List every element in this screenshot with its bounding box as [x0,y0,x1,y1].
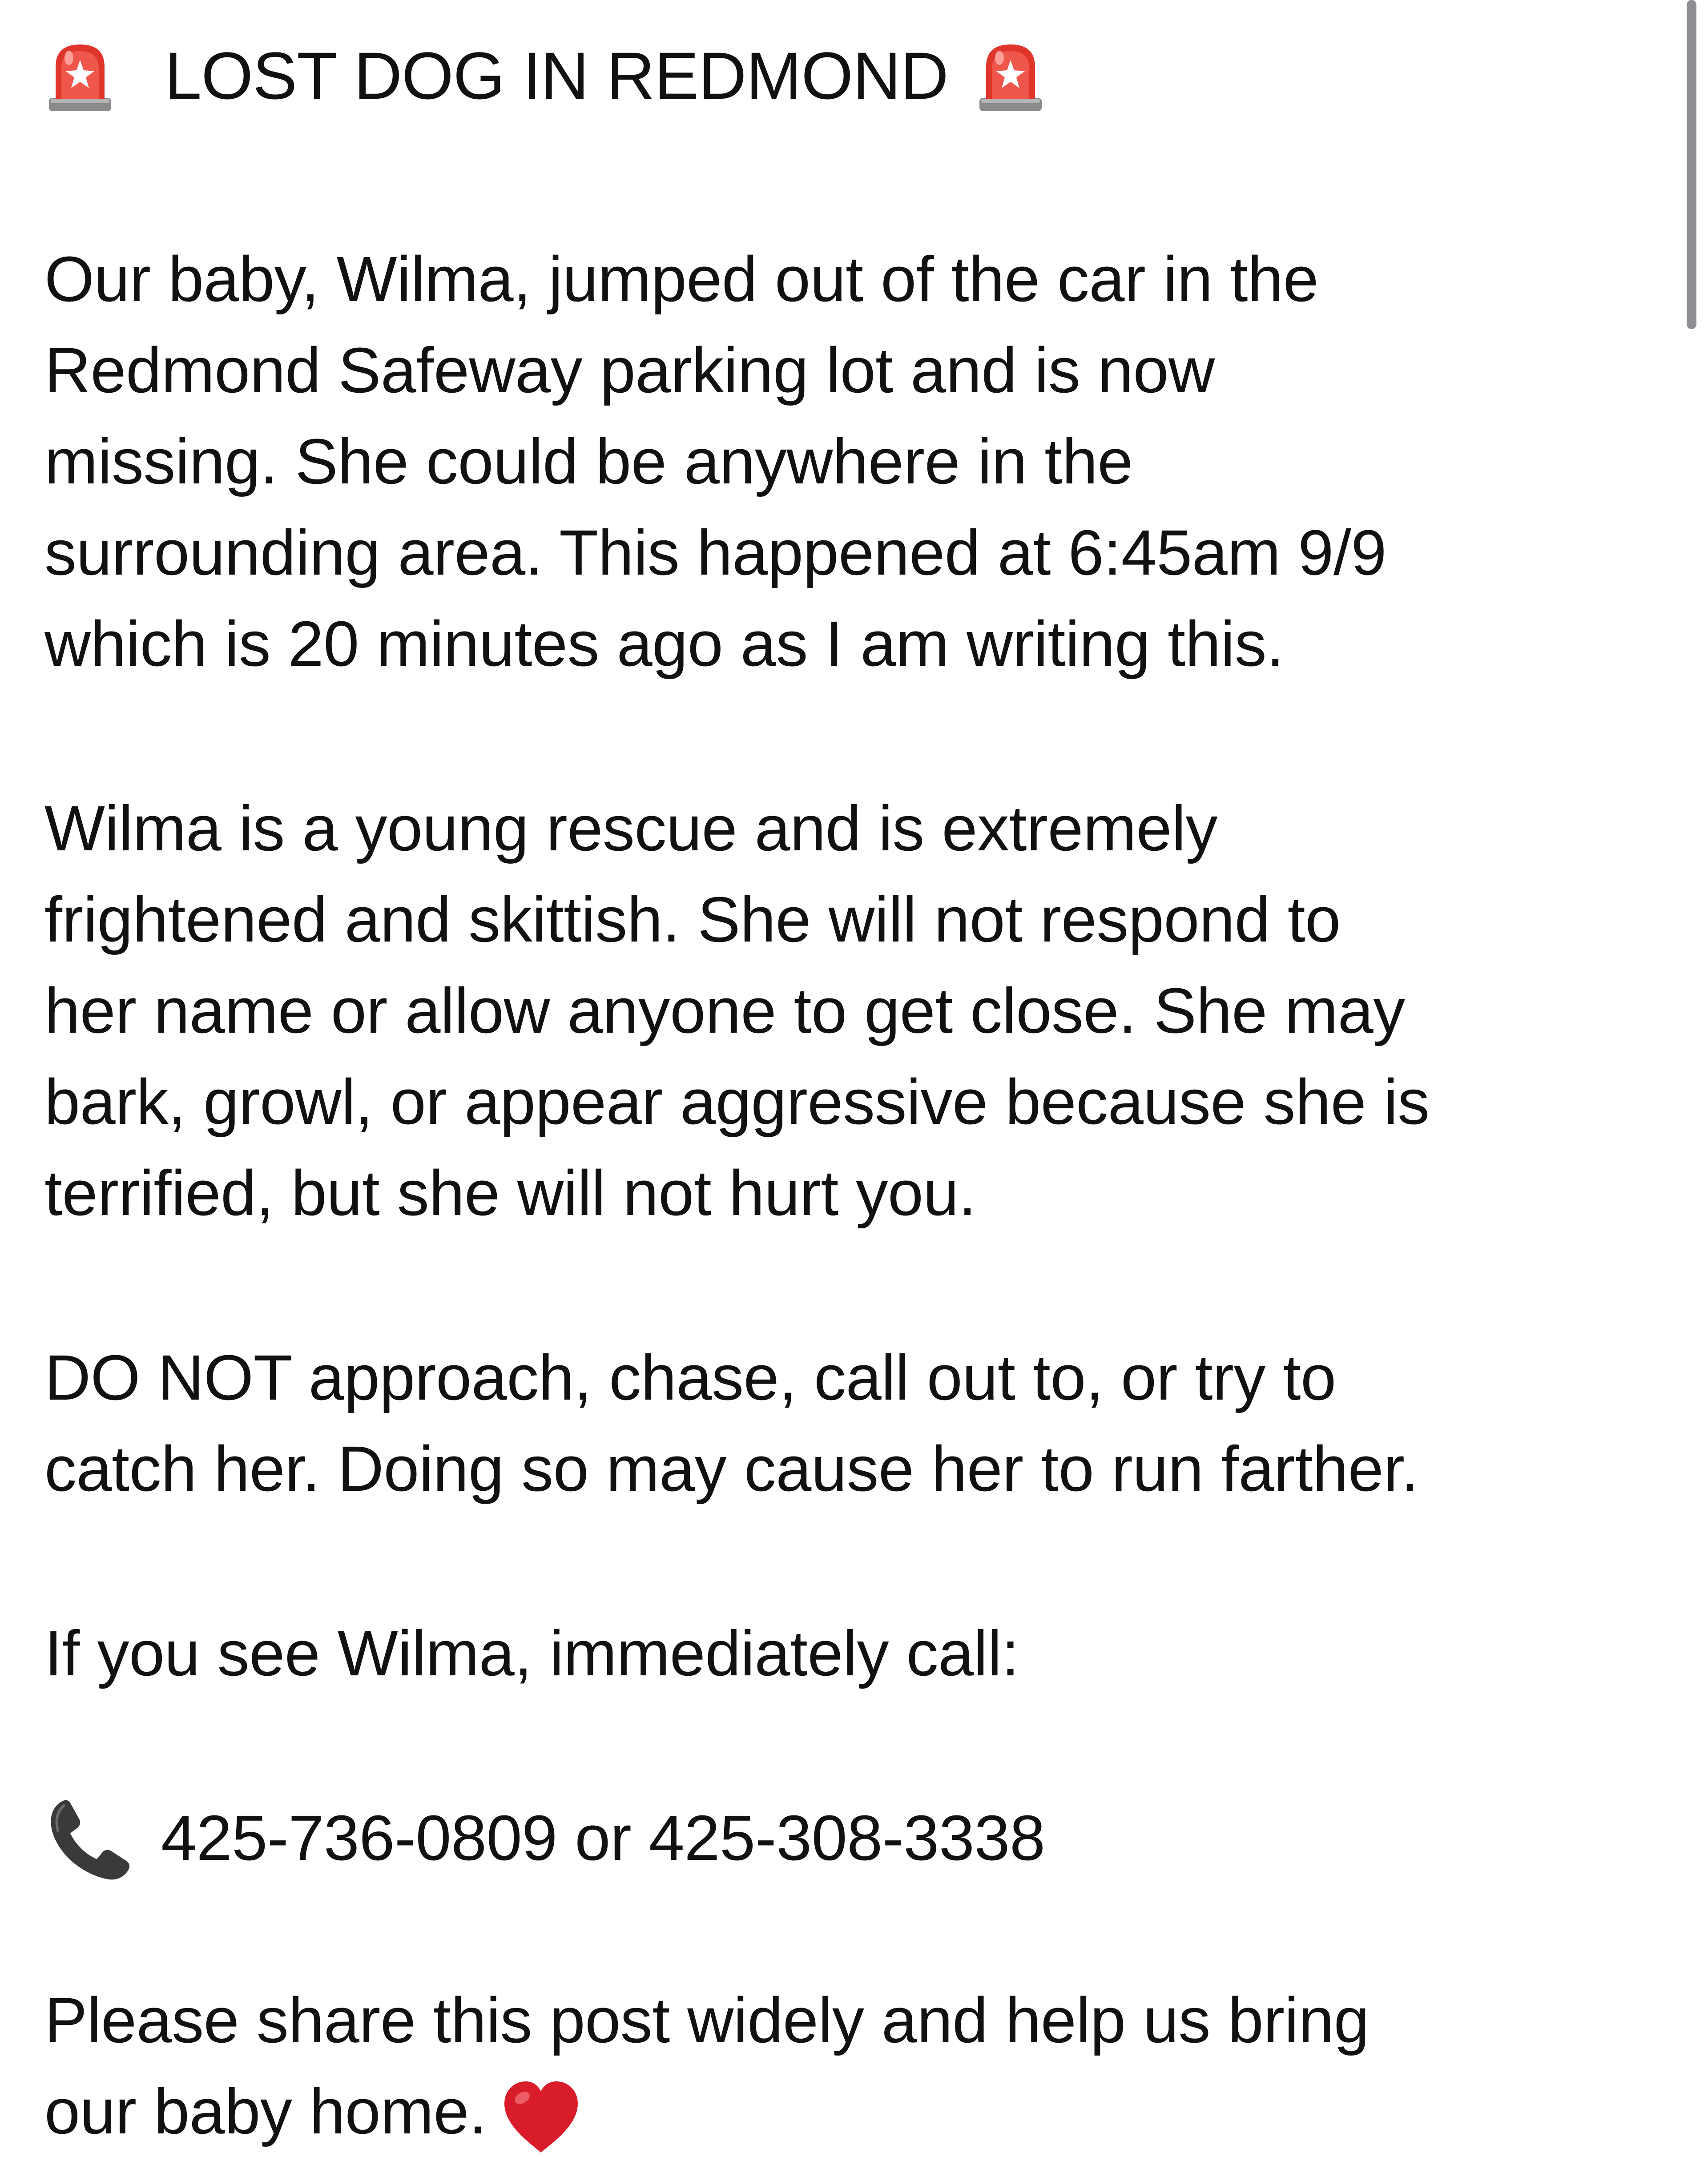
red-heart-icon [500,2078,582,2156]
post-body [44,36,1646,2157]
rotating-light-icon [975,36,1046,116]
paragraph-warning: DO NOT approach, chase, call out to, or try to catch her. Doing so may cause her to run farther. [44,1342,1419,1505]
telephone-receiver-icon [44,1792,133,1883]
paragraph-behavior: Wilma is a young rescue and is extremely frightened and skittish. She will not respond to her name or allow anyone to get close. She may bark, growl, or appear aggressive because she is terrified, but she will not hurt you. [44,793,1430,1229]
paragraph-share [44,1975,1646,2157]
phone-line [44,1792,1646,1883]
post-title-text: LOST DOG IN REDMOND [165,38,948,113]
rotating-light-icon [44,36,116,116]
paragraph-incident: Our baby, Wilma, jumped out of the car in the Redmond Safeway parking lot and is now missing. She could be anywhere in the surrounding area. This happened at 6:45am 9/9 which is 20 minutes ago as I am writing this. [44,243,1386,680]
scrollbar[interactable] [1687,0,1696,329]
paragraph-call-instruction: If you see Wilma, immediately call: [44,1618,1019,1689]
post-title [44,36,1646,116]
phone-numbers[interactable]: 425-736-0809 or 425-308-3338 [161,1802,1045,1874]
paragraph-share-text: Please share this post widely and help us bring our baby home. [44,1984,1370,2147]
